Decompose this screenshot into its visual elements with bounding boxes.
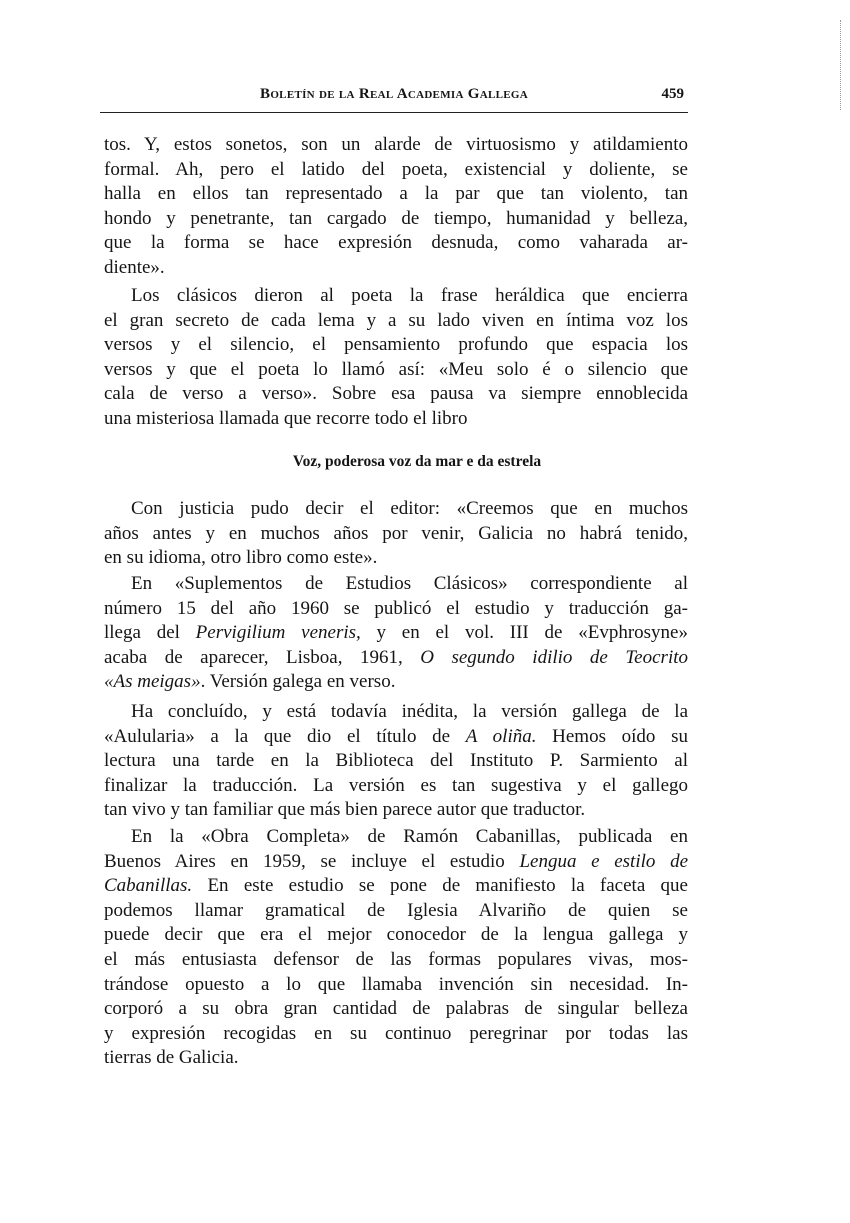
text-line [104, 597, 688, 622]
paragraph [104, 497, 688, 571]
text-segment: Con justicia pudo decir el editor: «Creemos que en muchos [131, 498, 688, 519]
text-line [104, 182, 688, 207]
text-segment: años antes y en muchos años por venir, Galicia no habrá tenido, [104, 522, 688, 544]
text-line [104, 948, 688, 973]
text-line [104, 497, 688, 522]
text-line [104, 309, 688, 334]
text-segment: diente». [104, 256, 165, 278]
text-segment: que la forma se hace expresión desnuda, como vaharada ar- [104, 232, 688, 254]
text-line [104, 546, 688, 571]
text-segment: lectura una tarde en la Biblioteca del Instituto P. Sarmiento al [104, 750, 688, 772]
paragraph [104, 133, 688, 281]
text-segment: Los clásicos dieron al poeta la frase heráldica que encierra [131, 285, 688, 306]
text-segment: tos. Y, estos sonetos, son un alarde de virtuosismo y atildamiento [104, 134, 688, 155]
text-segment: puede decir que era el mejor conocedor de la lengua gallega y [104, 924, 688, 946]
text-segment: versos y el silencio, el pensamiento profundo que espacia los [104, 334, 688, 356]
text-line [104, 1022, 688, 1047]
running-title: Boletín de la Real Academia Gallega [260, 86, 528, 102]
text-line [104, 825, 688, 850]
paragraph [104, 700, 688, 823]
text-line [104, 774, 688, 799]
text-segment: acaba de aparecer, Lisboa, 1961, [104, 646, 421, 668]
text-line [104, 133, 688, 158]
text-segment: corporó a su obra gran cantidad de palabras de singular belleza [104, 998, 688, 1020]
text-line [104, 333, 688, 358]
text-line [104, 874, 688, 899]
header-rule [100, 112, 688, 113]
italic-title: O segundo idilio de Teocrito [420, 646, 688, 668]
text-segment: Ha concluído, y está todavía inédita, la versión gallega de la [131, 701, 688, 722]
text-segment: versos y que el poeta lo llamó así: «Meu solo é o silencio que [104, 358, 688, 380]
text-line [104, 997, 688, 1022]
page-number: 459 [661, 86, 684, 102]
text-line [104, 850, 688, 875]
text-line [104, 670, 688, 695]
text-segment: tierras de Galicia. [104, 1047, 239, 1069]
text-segment: En la «Obra Completa» de Ramón Cabanillas, publicada en [131, 826, 688, 847]
text-segment: Buenos Aires en 1959, se incluye el estudio [104, 850, 520, 872]
text-segment: trándose opuesto a lo que llamaba invención sin necesidad. In- [104, 973, 688, 995]
text-line [104, 646, 688, 671]
text-line [104, 700, 688, 725]
text-segment: en su idioma, otro libro como este». [104, 547, 378, 569]
text-segment: «Aulularia» a la que dio el título de [104, 725, 466, 747]
text-line [104, 407, 688, 432]
text-line [104, 923, 688, 948]
text-segment: halla en ellos tan representado a la par que tan violento, tan [104, 183, 688, 205]
text-line [104, 798, 688, 823]
text-segment: y en el vol. III de «Evphrosyne» [360, 622, 688, 644]
text-line [104, 358, 688, 383]
text-segment: podemos llamar gramatical de Iglesia Alvariño de quien se [104, 899, 688, 921]
text-segment: En «Suplementos de Estudios Clásicos» correspondiente al [131, 573, 688, 594]
italic-title: A oliña. [465, 725, 537, 747]
text-segment: tan vivo y tan familiar que más bien parece autor que traductor. [104, 799, 586, 821]
text-line [104, 1046, 688, 1071]
text-segment: finalizar la traducción. La versión es tan sugestiva y el gallego [104, 774, 688, 796]
text-line [104, 572, 688, 597]
text-segment: una misteriosa llamada que recorre todo el libro [104, 407, 468, 429]
text-line [104, 207, 688, 232]
italic-title: Pervigilium veneris, [195, 622, 361, 644]
paragraph [104, 284, 688, 432]
text-segment: y expresión recogidas en su continuo peregrinar por todas las [104, 1022, 688, 1044]
text-segment: número 15 del año 1960 se publicó el estudio y traducción ga- [104, 597, 688, 619]
text-segment: cala de verso a verso». Sobre esa pausa va siempre ennoblecida [104, 383, 688, 405]
paragraph [104, 572, 688, 695]
verse-text: Voz, poderosa voz da mar e da estrela [292, 453, 542, 470]
text-line [104, 522, 688, 547]
text-line [104, 158, 688, 183]
italic-title: Lengua e estilo de [519, 850, 688, 872]
text-line [104, 382, 688, 407]
paragraph [104, 825, 688, 1071]
text-segment: el más entusiasta defensor de las formas populares vivas, mos- [104, 948, 688, 970]
text-segment: En este estudio se pone de manifiesto la faceta que [192, 875, 688, 897]
text-segment: . Versión galega en verso. [200, 671, 396, 693]
text-segment: hondo y penetrante, tan cargado de tiempo, humanidad y belleza, [104, 207, 688, 229]
verse-quote [0, 450, 850, 474]
text-segment: Hemos oído su [536, 725, 688, 747]
text-segment: llega del [104, 622, 196, 644]
text-segment: el gran secreto de cada lema y a su lado viven en íntima voz los [104, 309, 688, 331]
text-line [104, 284, 688, 309]
text-line [104, 231, 688, 256]
text-segment: formal. Ah, pero el latido del poeta, existencial y doliente, se [104, 158, 688, 180]
italic-title: Cabanillas. [104, 875, 193, 897]
text-line [104, 621, 688, 646]
text-line [104, 256, 688, 281]
text-line [104, 899, 688, 924]
italic-title: «As meigas» [104, 671, 201, 693]
running-header [100, 86, 688, 108]
scan-margin-mark [840, 20, 842, 110]
text-line [104, 749, 688, 774]
text-line [104, 725, 688, 750]
text-line [104, 973, 688, 998]
